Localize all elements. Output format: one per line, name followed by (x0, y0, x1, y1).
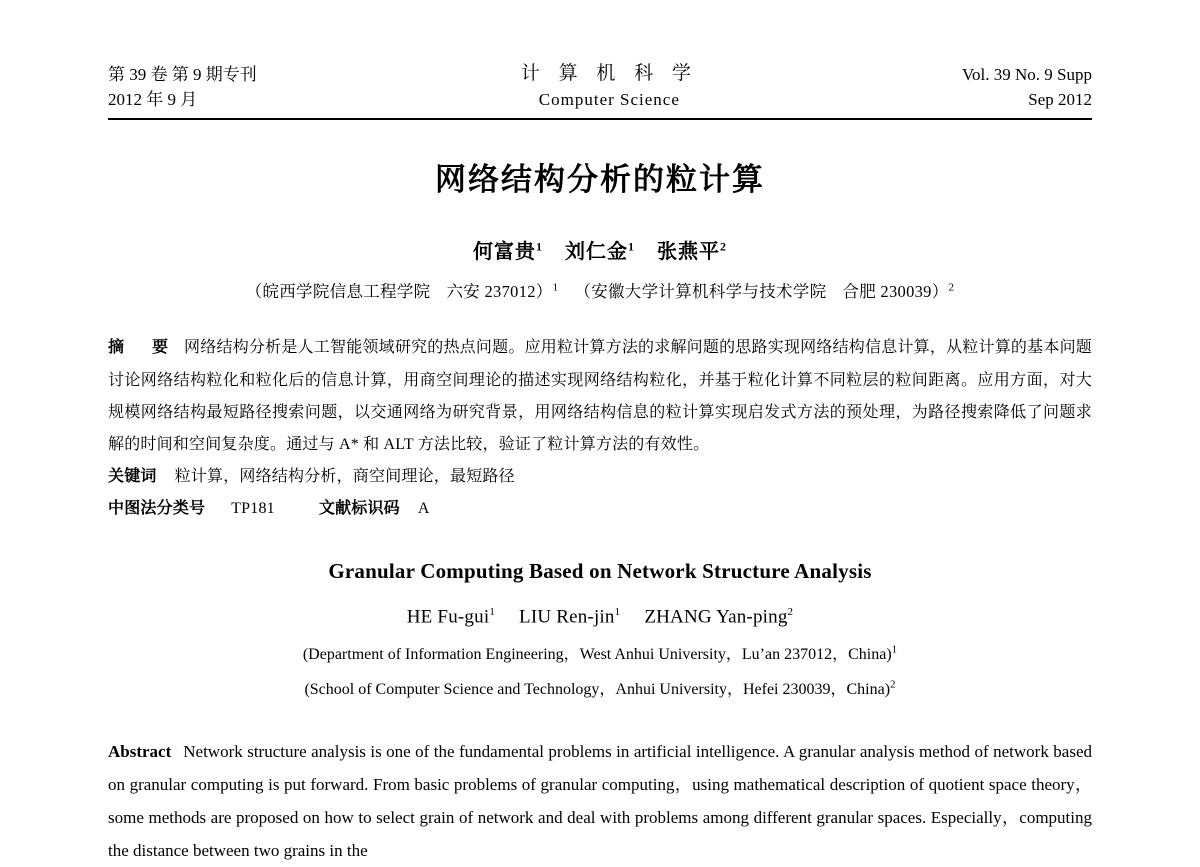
affiliation-en-1-text: (Department of Information Engineering，West Anhui University，Lu’an 237012，China) (302, 645, 892, 663)
keywords-label-cn: 关键词 (108, 468, 157, 486)
running-head (108, 0, 1092, 118)
author-cn-2: 刘仁金 (565, 241, 628, 264)
author-cn-3-sup: 2 (720, 239, 727, 254)
header-divider (108, 118, 1092, 120)
clc-label: 中图法分类号 (108, 500, 206, 518)
affiliation-cn-1-name: （皖西学院信息工程学院 (245, 282, 431, 302)
affiliation-en-2-text: (School of Computer Science and Technology，Anhui University，Hefei 230039，China) (304, 680, 891, 698)
clc-value: TP181 (231, 500, 275, 518)
document-code-value: A (417, 500, 430, 518)
author-cn-3: 张燕平 (657, 241, 720, 264)
volume-issue: 第 39 卷 第 9 期专刊 (108, 64, 257, 84)
author-en-3: ZHANG Yan-ping (644, 606, 788, 628)
author-list-en (108, 606, 1092, 628)
affiliation-cn-1-city: 六安 237012） (446, 282, 553, 302)
affiliation-en-2 (108, 676, 1092, 699)
journal-name-en: Computer Science (538, 89, 680, 109)
page-title-en: Granular Computing Based on Network Structure Analysis (328, 559, 872, 584)
affiliation-cn-2-city: 合肥 230039） (842, 282, 949, 302)
publication-date-en: Sep 2012 (1028, 89, 1092, 109)
abstract-text-cn: 网络结构分析是人工智能领域研究的热点问题。应用粒计算方法的求解问题的思路实现网络结构信息计算，从粒计算的基本问题讨论网络结构粒化和粒化后的信息计算，用商空间理论的描述实现网络结构粒化，并基于粒化计算不同粒层的粒间距离。应用方面，对大规模网络结构最短路径搜索问题，以交通网络为研究背景，用网络结构信息的粒计算实现启发式方法的预处理，为路径搜索降低了问题求解的时间和空间复杂度。通过与 A* 和 ALT 方法比较，验证了粒计算方法的有效性。 (108, 339, 1092, 454)
volume-issue-en: Vol. 39 No. 9 Supp (961, 64, 1092, 84)
affiliation-en-1 (108, 641, 1092, 664)
running-head-left (108, 63, 257, 112)
affiliation-en-2-sup: 2 (890, 678, 896, 691)
publication-date-cn: 2012 年 9 月 (108, 89, 198, 109)
affiliation-cn-2-sup: 2 (948, 281, 955, 294)
document-code-label: 文献标识码 (318, 500, 400, 518)
page-title-cn: 网络结构分析的粒计算 (435, 162, 765, 198)
author-cn-1-sup: 1 (536, 239, 543, 254)
author-en-2-sup: 1 (614, 606, 621, 619)
author-cn-1: 何富贵 (473, 241, 536, 264)
author-en-1-sup: 1 (489, 606, 496, 619)
affiliation-cn-1-sup: 1 (552, 281, 559, 294)
author-en-2: LIU Ren-jin (519, 606, 615, 628)
running-head-right (962, 63, 1092, 112)
abstract-en (108, 735, 1092, 867)
affiliation-list-cn (108, 278, 1092, 302)
classification-cn (108, 493, 1092, 525)
running-head-center (257, 60, 962, 112)
author-list-cn (108, 235, 1092, 264)
journal-name-cn: 计 算 机 科 学 (520, 63, 698, 84)
abstract-text-en: Network structure analysis is one of the fundamental problems in artificial intelligence. A granular analysis method of network based on granular computing is put forward. From basic problems of granular computing，using mathematical description of quotient space theory，some methods are proposed on how to select grain of network and deal with problems among different granular spaces. Especially，computing the distance between two grains in the (108, 741, 1092, 861)
abstract-label-cn: 摘 要 (108, 339, 175, 357)
affiliation-en-1-sup: 1 (891, 643, 898, 656)
author-cn-2-sup: 1 (628, 239, 635, 254)
abstract-cn (108, 332, 1092, 461)
author-en-1: HE Fu-gui (406, 606, 490, 628)
keywords-text-cn: 粒计算，网络结构分析，商空间理论，最短路径 (174, 468, 515, 486)
keywords-cn (108, 461, 1092, 493)
affiliation-cn-2-name: （安徽大学计算机科学与技术学院 (574, 282, 827, 302)
abstract-label-en: Abstract (108, 741, 172, 761)
author-en-3-sup: 2 (787, 606, 794, 619)
